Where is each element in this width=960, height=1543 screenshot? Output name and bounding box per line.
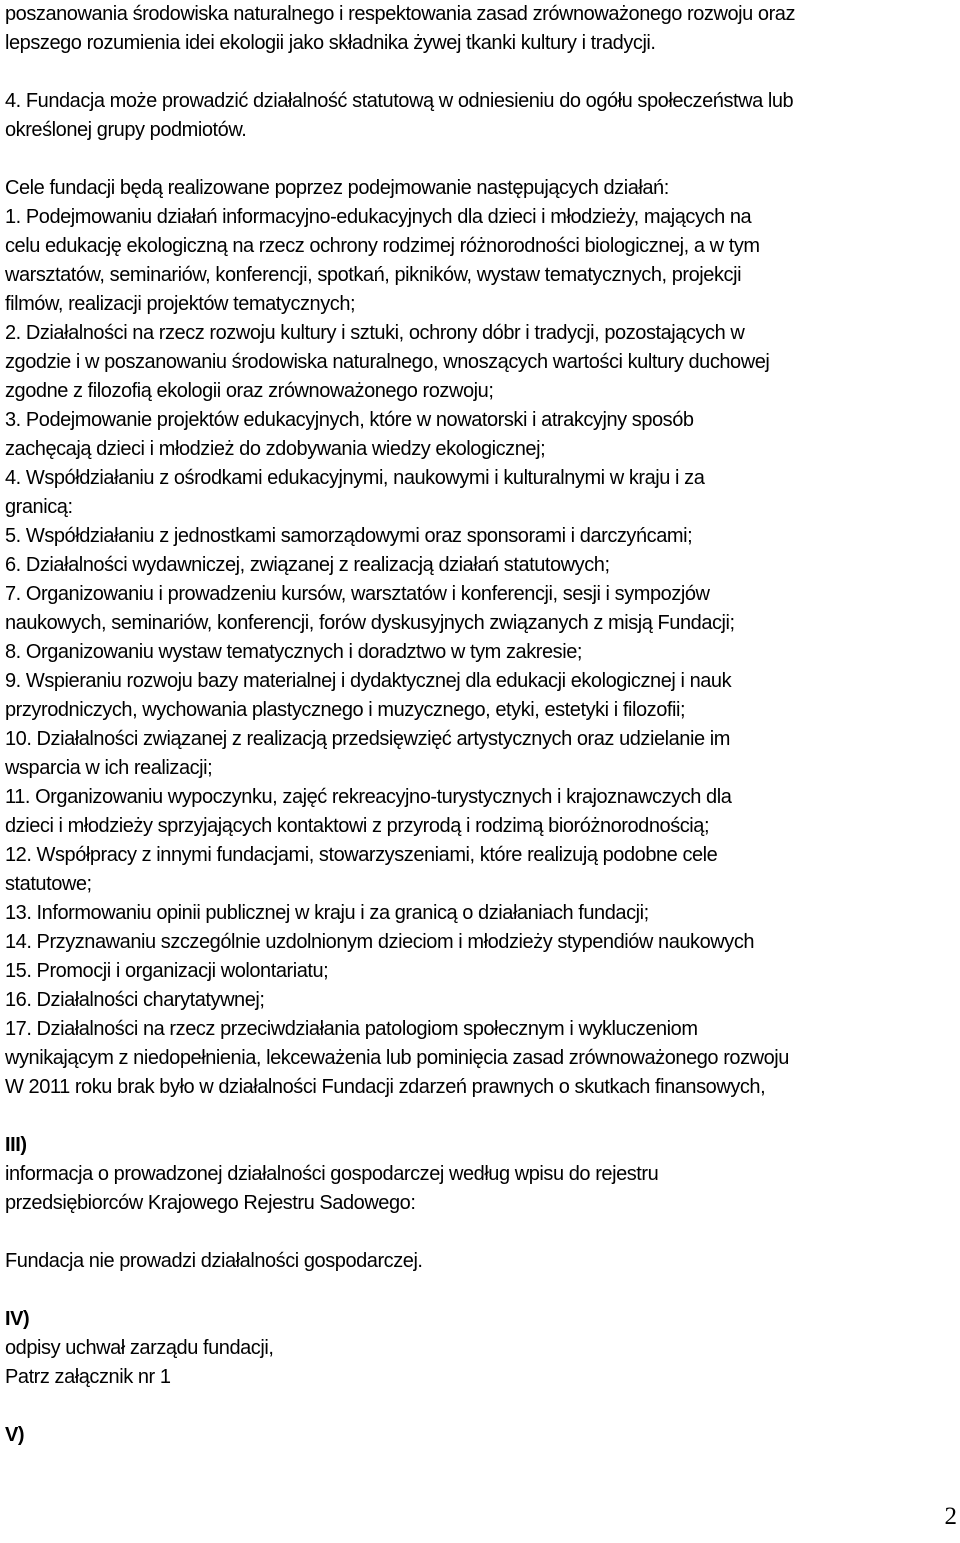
- section-3-line: informacja o prowadzonej działalności gospodarczej według wpisu do rejestru: [5, 1163, 659, 1185]
- goals-list-line: naukowych, seminariów, konferencji, forów dyskusyjnych związanych z misją Fundacji;: [5, 612, 735, 634]
- goals-list-line: 3. Podejmowanie projektów edukacyjnych, które w nowatorski i atrakcyjny sposób: [5, 409, 694, 431]
- goals-list-line: 17. Działalności na rzecz przeciwdziałania patologiom społecznym i wykluczeniom: [5, 1018, 698, 1040]
- goals-list-line: 4. Współdziałaniu z ośrodkami edukacyjnymi, naukowymi i kulturalnymi w kraju i za: [5, 467, 705, 489]
- goals-list-line: 6. Działalności wydawniczej, związanej z realizacją działań statutowych;: [5, 554, 610, 576]
- goals-list-line: 7. Organizowaniu i prowadzeniu kursów, warsztatów i konferencji, sesji i sympozjów: [5, 583, 710, 605]
- intro-line: lepszego rozumienia idei ekologii jako składnika żywej tkanki kultury i tradycji.: [5, 32, 656, 54]
- goals-list-line: 15. Promocji i organizacji wolontariatu;: [5, 960, 329, 982]
- section-4-line: odpisy uchwał zarządu fundacji,: [5, 1337, 274, 1359]
- goals-list-line: celu edukację ekologiczną na rzecz ochrony rodzimej różnorodności biologicznej, a w tym: [5, 235, 760, 257]
- goals-list-line: 13. Informowaniu opinii publicznej w kraju i za granicą o działaniach fundacji;: [5, 902, 649, 924]
- goals-list-line: 8. Organizowaniu wystaw tematycznych i doradztwo w tym zakresie;: [5, 641, 582, 663]
- section-3-statement: Fundacja nie prowadzi działalności gospodarczej.: [5, 1250, 423, 1272]
- goals-list-line: wynikającym z niedopełnienia, lekceważenia lub pominięcia zasad zrównoważonego rozwoju: [5, 1047, 789, 1069]
- goals-list-line: 9. Wspieraniu rozwoju bazy materialnej i dydaktycznej dla edukacji ekologicznej i nauk: [5, 670, 732, 692]
- point-4-line: określonej grupy podmiotów.: [5, 119, 247, 141]
- goals-list-line: warsztatów, seminariów, konferencji, spotkań, pikników, wystaw tematycznych, projekcji: [5, 264, 742, 286]
- goals-list-line: statutowe;: [5, 873, 92, 895]
- section-4-heading: IV): [5, 1308, 30, 1330]
- goals-list-line: 11. Organizowaniu wypoczynku, zajęć rekreacyjno-turystycznych i krajoznawczych dla: [5, 786, 732, 808]
- goals-list-line: W 2011 roku brak było w działalności Fundacji zdarzeń prawnych o skutkach finansowych,: [5, 1076, 766, 1098]
- section-3-line: przedsiębiorców Krajowego Rejestru Sadowego:: [5, 1192, 416, 1214]
- document-page: [5, 0, 955, 1450]
- goals-list-line: zachęcają dzieci i młodzież do zdobywania wiedzy ekologicznej;: [5, 438, 546, 460]
- section-4-line: Patrz załącznik nr 1: [5, 1366, 171, 1388]
- intro-line: poszanowania środowiska naturalnego i respektowania zasad zrównoważonego rozwoju oraz: [5, 3, 796, 25]
- goals-list-line: 16. Działalności charytatywnej;: [5, 989, 265, 1011]
- goals-list-line: zgodzie i w poszanowaniu środowiska naturalnego, wnoszących wartości kultury duchowej: [5, 351, 770, 373]
- goals-list-line: 12. Współpracy z innymi fundacjami, stowarzyszeniami, które realizują podobne cele: [5, 844, 718, 866]
- goals-list-line: 2. Działalności na rzecz rozwoju kultury i sztuki, ochrony dóbr i tradycji, pozostających w: [5, 322, 745, 344]
- goals-list-line: 14. Przyznawaniu szczególnie uzdolnionym dzieciom i młodzieży stypendiów naukowych: [5, 931, 755, 953]
- section-5-heading: V): [5, 1424, 25, 1446]
- goals-list-line: przyrodniczych, wychowania plastycznego i muzycznego, etyki, estetyki i filozofii;: [5, 699, 686, 721]
- goals-intro: Cele fundacji będą realizowane poprzez podejmowanie następujących działań:: [5, 177, 669, 199]
- point-4-line: 4. Fundacja może prowadzić działalność statutową w odniesieniu do ogółu społeczeństwa lub: [5, 90, 794, 112]
- page-number: 2: [944, 1503, 957, 1530]
- goals-list-line: wsparcia w ich realizacji;: [5, 757, 213, 779]
- goals-list-line: filmów, realizacji projektów tematycznych;: [5, 293, 356, 315]
- goals-list-line: granicą:: [5, 496, 73, 518]
- goals-list-line: 1. Podejmowaniu działań informacyjno-edukacyjnych dla dzieci i młodzieży, mających na: [5, 206, 752, 228]
- goals-list-line: zgodne z filozofią ekologii oraz zrównoważonego rozwoju;: [5, 380, 494, 402]
- goals-list-line: 5. Współdziałaniu z jednostkami samorządowymi oraz sponsorami i darczyńcami;: [5, 525, 693, 547]
- goals-list-line: dzieci i młodzieży sprzyjających kontaktowi z przyrodą i rodzimą bioróżnorodnością;: [5, 815, 710, 837]
- section-3-heading: III): [5, 1134, 27, 1156]
- goals-list: [5, 203, 955, 1102]
- goals-list-line: 10. Działalności związanej z realizacją przedsięwzięć artystycznych oraz udzielanie im: [5, 728, 730, 750]
